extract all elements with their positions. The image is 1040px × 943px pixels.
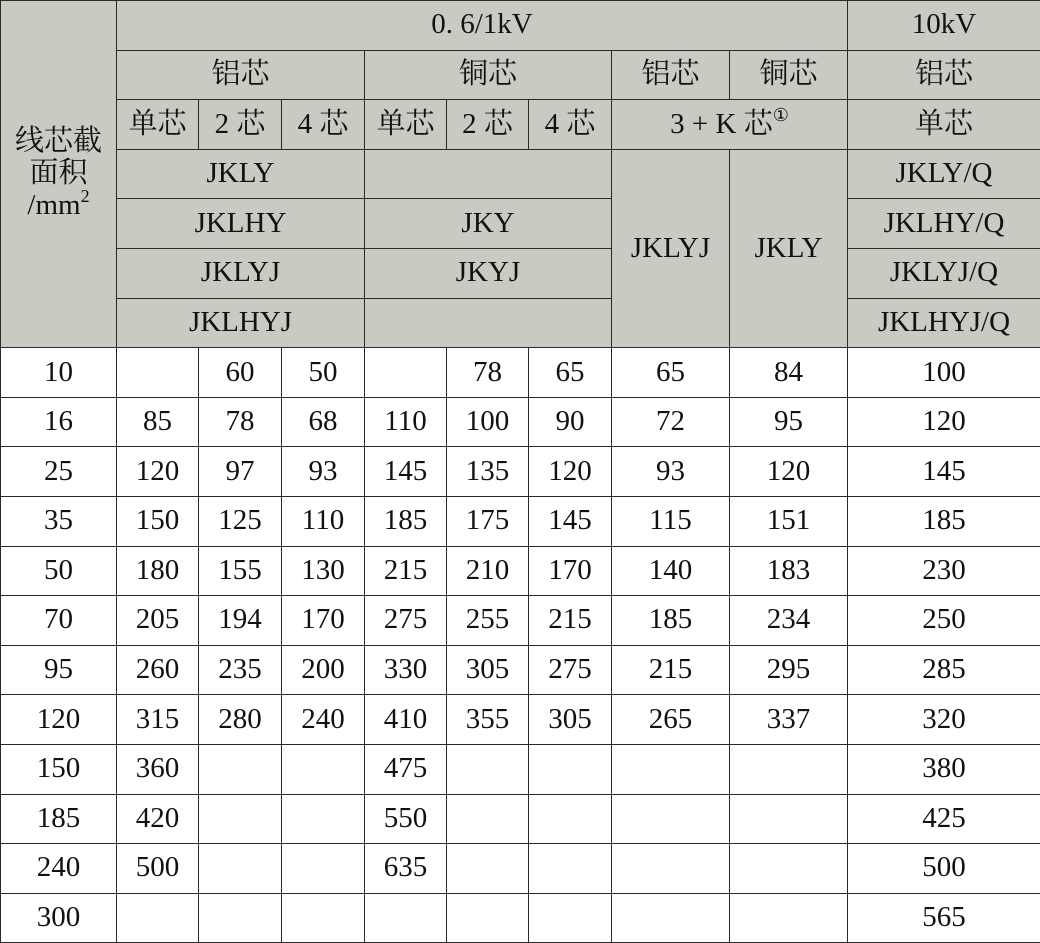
ampacity-cell: 550 [365, 794, 447, 844]
ampacity-cell: 185 [365, 496, 447, 546]
ampacity-cell: 68 [282, 397, 365, 447]
ampacity-cell: 135 [447, 447, 529, 497]
ampacity-cell: 235 [199, 645, 282, 695]
model-3k-al: JKLYJ [612, 149, 730, 347]
cross-section-cell: 35 [1, 496, 117, 546]
cross-section-cell: 150 [1, 744, 117, 794]
ampacity-cell: 115 [612, 496, 730, 546]
stub-line1: 线芯截 [15, 125, 102, 157]
model-cu-2: JKY [365, 199, 612, 249]
ampacity-cell [282, 744, 365, 794]
ampacity-cell: 337 [730, 695, 848, 745]
voltage-high-header: 10kV [848, 1, 1040, 51]
material-al-3k-header: 铝芯 [612, 50, 730, 100]
ampacity-cell: 93 [612, 447, 730, 497]
cross-section-cell: 70 [1, 596, 117, 646]
model-3k-cu: JKLY [730, 149, 848, 347]
ampacity-cell: 65 [529, 348, 612, 398]
ampacity-cell: 100 [848, 348, 1040, 398]
ampacity-cell [282, 893, 365, 943]
ampacity-cell: 140 [612, 546, 730, 596]
ampacity-cell [447, 744, 529, 794]
ampacity-cell [612, 744, 730, 794]
ampacity-cell: 234 [730, 596, 848, 646]
ampacity-cell: 97 [199, 447, 282, 497]
core-single-al: 单芯 [117, 100, 199, 150]
ampacity-cell [365, 348, 447, 398]
table-header [1, 1, 1040, 348]
cross-section-cell: 10 [1, 348, 117, 398]
ampacity-cell [282, 794, 365, 844]
ampacity-cell: 240 [282, 695, 365, 745]
ampacity-cell [365, 893, 447, 943]
ampacity-cell: 380 [848, 744, 1040, 794]
stub-line3: $/mm^2$ [27, 189, 89, 221]
ampacity-cell [612, 893, 730, 943]
ampacity-cell: 155 [199, 546, 282, 596]
model-10kv-1: JKLY/Q [848, 149, 1040, 199]
ampacity-cell: 175 [447, 496, 529, 546]
model-al-2: JKLHY [117, 199, 365, 249]
ampacity-cell: 183 [730, 546, 848, 596]
ampacity-cell: 230 [848, 546, 1040, 596]
ampacity-cell: 72 [612, 397, 730, 447]
table-row [1, 695, 1040, 745]
ampacity-cell: 180 [117, 546, 199, 596]
ampacity-cell: 275 [365, 596, 447, 646]
ampacity-cell [612, 794, 730, 844]
core-2-al: 2 芯 [199, 100, 282, 150]
material-al-10kv-header: 铝芯 [848, 50, 1040, 100]
core-3k-header: 3 + K 芯① [612, 100, 848, 150]
ampacity-cell: 90 [529, 397, 612, 447]
ampacity-cell: 295 [730, 645, 848, 695]
ampacity-cell: 170 [282, 596, 365, 646]
ampacity-cell: 260 [117, 645, 199, 695]
ampacity-cell: 475 [365, 744, 447, 794]
table-row [1, 794, 1040, 844]
model-al-3: JKLYJ [117, 248, 365, 298]
ampacity-cell [199, 794, 282, 844]
table-row [1, 348, 1040, 398]
ampacity-cell: 500 [848, 844, 1040, 894]
ampacity-cell: 78 [447, 348, 529, 398]
ampacity-cell: 120 [529, 447, 612, 497]
material-al-header: 铝芯 [117, 50, 365, 100]
ampacity-cell [529, 893, 612, 943]
ampacity-cell [529, 844, 612, 894]
ampacity-cell: 280 [199, 695, 282, 745]
ampacity-cell: 185 [612, 596, 730, 646]
ampacity-cell [612, 844, 730, 894]
ampacity-cell: 151 [730, 496, 848, 546]
ampacity-cell: 210 [447, 546, 529, 596]
ampacity-cell [117, 348, 199, 398]
ampacity-cell: 120 [848, 397, 1040, 447]
cross-section-header [1, 1, 117, 348]
ampacity-cell: 410 [365, 695, 447, 745]
cross-section-cell: 25 [1, 447, 117, 497]
ampacity-cell: 285 [848, 645, 1040, 695]
ampacity-cell: 255 [447, 596, 529, 646]
material-cu-header: 铜芯 [365, 50, 612, 100]
table-row [1, 447, 1040, 497]
cross-section-cell: 16 [1, 397, 117, 447]
ampacity-cell: 100 [447, 397, 529, 447]
ampacity-cell: 120 [117, 447, 199, 497]
model-10kv-2: JKLHY/Q [848, 199, 1040, 249]
ampacity-cell [117, 893, 199, 943]
ampacity-cell: 305 [447, 645, 529, 695]
table-row [1, 893, 1040, 943]
model-cu-4 [365, 298, 612, 348]
ampacity-cell: 315 [117, 695, 199, 745]
ampacity-cell: 205 [117, 596, 199, 646]
voltage-low-header: 0. 6/1kV [117, 1, 848, 51]
ampacity-cell: 330 [365, 645, 447, 695]
ampacity-cell: 78 [199, 397, 282, 447]
ampacity-cell: 93 [282, 447, 365, 497]
ampacity-cell [199, 744, 282, 794]
ampacity-cell: 145 [365, 447, 447, 497]
ampacity-cell [730, 844, 848, 894]
ampacity-cell: 185 [848, 496, 1040, 546]
ampacity-cell [447, 893, 529, 943]
cross-section-cell: 120 [1, 695, 117, 745]
table-row [1, 645, 1040, 695]
cross-section-cell: 185 [1, 794, 117, 844]
ampacity-cell: 145 [848, 447, 1040, 497]
material-cu-3k-header: 铜芯 [730, 50, 848, 100]
ampacity-cell: 565 [848, 893, 1040, 943]
model-cu-3: JKYJ [365, 248, 612, 298]
ampacity-cell: 194 [199, 596, 282, 646]
ampacity-cell: 360 [117, 744, 199, 794]
ampacity-cell [447, 844, 529, 894]
core-single-10kv: 单芯 [848, 100, 1040, 150]
ampacity-cell: 95 [730, 397, 848, 447]
core-2-cu: 2 芯 [447, 100, 529, 150]
ampacity-cell: 85 [117, 397, 199, 447]
ampacity-cell: 250 [848, 596, 1040, 646]
cross-section-cell: 95 [1, 645, 117, 695]
ampacity-cell [199, 893, 282, 943]
ampacity-cell: 320 [848, 695, 1040, 745]
model-al-1: JKLY [117, 149, 365, 199]
core-4-al: 4 芯 [282, 100, 365, 150]
ampacity-cell [447, 794, 529, 844]
table-row [1, 397, 1040, 447]
model-10kv-3: JKLYJ/Q [848, 248, 1040, 298]
ampacity-cell [282, 844, 365, 894]
model-10kv-4: JKLHYJ/Q [848, 298, 1040, 348]
ampacity-cell: 84 [730, 348, 848, 398]
table-row [1, 496, 1040, 546]
ampacity-cell: 355 [447, 695, 529, 745]
ampacity-cell: 420 [117, 794, 199, 844]
table-row [1, 844, 1040, 894]
ampacity-cell: 305 [529, 695, 612, 745]
ampacity-cell: 145 [529, 496, 612, 546]
footnote-marker: ① [773, 105, 789, 125]
ampacity-cell: 265 [612, 695, 730, 745]
ampacity-cell [529, 794, 612, 844]
ampacity-cell: 65 [612, 348, 730, 398]
ampacity-cell [199, 844, 282, 894]
cross-section-cell: 300 [1, 893, 117, 943]
ampacity-cell: 425 [848, 794, 1040, 844]
ampacity-cell: 200 [282, 645, 365, 695]
core-4-cu: 4 芯 [529, 100, 612, 150]
model-cu-1 [365, 149, 612, 199]
stub-line2: 面积 [29, 157, 87, 189]
ampacity-cell: 500 [117, 844, 199, 894]
ampacity-cell [529, 744, 612, 794]
ampacity-cell: 130 [282, 546, 365, 596]
table-row [1, 596, 1040, 646]
ampacity-cell: 215 [365, 546, 447, 596]
cross-section-cell: 240 [1, 844, 117, 894]
table-row [1, 546, 1040, 596]
table-row [1, 744, 1040, 794]
ampacity-cell: 150 [117, 496, 199, 546]
ampacity-cell: 110 [282, 496, 365, 546]
ampacity-cell [730, 893, 848, 943]
cross-section-cell: 50 [1, 546, 117, 596]
ampacity-cell: 120 [730, 447, 848, 497]
ampacity-cell: 60 [199, 348, 282, 398]
ampacity-cell: 635 [365, 844, 447, 894]
ampacity-cell: 170 [529, 546, 612, 596]
ampacity-cell: 110 [365, 397, 447, 447]
ampacity-cell: 275 [529, 645, 612, 695]
core-single-cu: 单芯 [365, 100, 447, 150]
ampacity-cell: 50 [282, 348, 365, 398]
ampacity-cell: 215 [529, 596, 612, 646]
ampacity-cell: 125 [199, 496, 282, 546]
ampacity-cell [730, 794, 848, 844]
ampacity-cell [730, 744, 848, 794]
table-body [1, 348, 1040, 943]
ampacity-cell: 215 [612, 645, 730, 695]
model-al-4: JKLHYJ [117, 298, 365, 348]
